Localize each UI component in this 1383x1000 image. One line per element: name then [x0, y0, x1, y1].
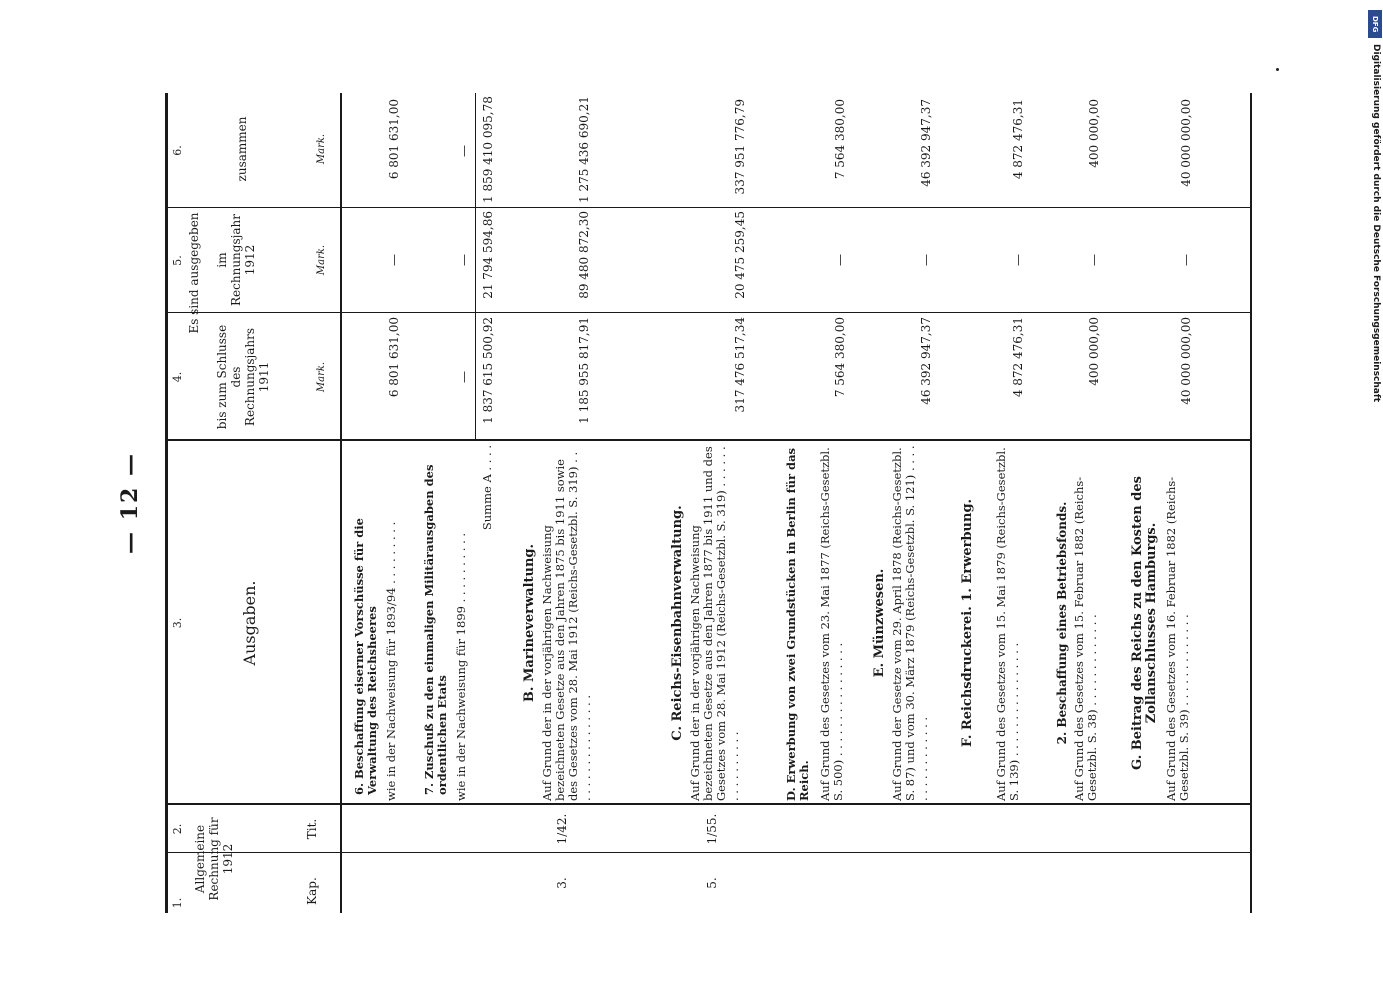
- rule-after-col3: [165, 439, 1252, 441]
- row-4-kap: 5.: [705, 877, 719, 889]
- header-ausgaben: Ausgaben.: [240, 580, 259, 666]
- row-0-col6: 6 801 631,00: [387, 99, 401, 180]
- header-mark-col4: Mark.: [316, 361, 327, 393]
- row-0-col5: —: [387, 254, 401, 266]
- row-3-col6: 1 275 436 690,21: [577, 96, 591, 203]
- colnum-1: 1.: [171, 897, 184, 909]
- row-3-col5: 89 480 872,30: [577, 211, 591, 299]
- row-4-col6: 337 951 776,79: [733, 99, 747, 195]
- digitization-watermark: Digitalisierung gefördert durch die Deutsche Forschungsgemeinschaft: [1371, 44, 1381, 403]
- row-3-tit: 1/42.: [555, 813, 569, 845]
- row-7-col4: 4 872 476,31: [1011, 317, 1025, 398]
- rule-after-col5: [165, 207, 1252, 208]
- row-4-text: Auf Grund der in der vorjährigen Nachweisung bezeichneten Gesetze aus den Jahren 1877 bis 1911 und des Gesetzes vom 28. Mai 1912 (Reichs-Gesetzbl. S. 319) . . . . . . . . . . . . . . . .: [688, 446, 741, 801]
- colnum-6: 6.: [171, 145, 184, 156]
- row-5-col6: 7 564 380,00: [833, 99, 847, 180]
- row-3-title: B. Marineverwaltung.: [522, 543, 537, 703]
- header-col5: im Rechnungsjahr 1912: [215, 214, 257, 306]
- row-3-text: Auf Grund der in der vorjährigen Nachweisung bezeichneten Gesetze aus den Jahren 1875 bis 1911 sowie des Gesetzes vom 28. Mai 1912 (Reichs-Gesetzbl. S. 319) . . . . . . . . . . . . . . . . .: [540, 451, 593, 801]
- row-9-col6: 40 000 000,00: [1179, 99, 1193, 187]
- colnum-3: 3.: [171, 617, 184, 629]
- row-6-title: E. Münzwesen.: [872, 568, 887, 678]
- row-1-col4: —: [457, 371, 471, 383]
- row-9-title: G. Beitrag des Reichs zu den Kosten des Zollanschlusses Hamburgs.: [1130, 476, 1159, 770]
- row-2-col5: 21 794 594,86: [481, 211, 495, 299]
- row-8-col6: 400 000,00: [1087, 99, 1101, 168]
- row-6-col4: 46 392 947,37: [919, 317, 933, 405]
- row-9-col5: —: [1179, 254, 1193, 266]
- row-4-title: C. Reichs-Eisenbahnverwaltung.: [670, 505, 685, 741]
- row-1-col5: —: [457, 254, 471, 266]
- stray-mark: [1276, 68, 1279, 71]
- row-6-col5: —: [919, 254, 933, 266]
- row-1-title: 7. Zuschuß zu den einmaligen Militärausgaben des ordentlichen Etats: [422, 464, 449, 795]
- row-9-text: Auf Grund des Gesetzes vom 16. Februar 1882 (Reichs-Gesetzbl. S. 39) . . . . . . . . . . . . .: [1164, 476, 1191, 801]
- bottom-border: [1250, 93, 1252, 913]
- row-8-col5: —: [1087, 254, 1101, 266]
- row-8-text: Auf Grund des Gesetzes vom 15. Februar 1882 (Reichs-Gesetzbl. S. 38) . . . . . . . . . . . . .: [1072, 476, 1099, 801]
- header-kap: Kap.: [305, 877, 319, 905]
- header-es-sind-ausgegeben: Es sind ausgegeben: [187, 212, 201, 334]
- row-5-col5: —: [833, 254, 847, 266]
- header-col4: bis zum Schlusse des Rechnungsjahrs 1911: [215, 324, 271, 430]
- row-8-col4: 400 000,00: [1087, 317, 1101, 386]
- page-number: — 12 —: [117, 452, 143, 554]
- row-4-col4: 317 476 517,34: [733, 317, 747, 413]
- row-1-text: wie in der Nachweisung für 1899 . . . . . . . . . .: [454, 532, 468, 801]
- row-7-text: Auf Grund des Gesetzes vom 15. Mai 1879 (Reichs-Gesetzbl. S. 139) . . . . . . . . . . . . . . . .: [994, 447, 1021, 801]
- rotated-table-page: [117, 93, 1255, 913]
- header-bottom-rule: [340, 93, 342, 913]
- row-3-kap: 3.: [555, 877, 569, 889]
- row-7-col6: 4 872 476,31: [1011, 99, 1025, 180]
- header-mark-col6: Mark.: [316, 133, 327, 165]
- row-2-col6: 1 859 410 095,78: [481, 96, 495, 203]
- colnum-5: 5.: [171, 255, 184, 266]
- row-7-title: F. Reichsdruckerei. 1. Erwerbung.: [960, 498, 975, 748]
- row-6-text: Auf Grund der Gesetze vom 29. April 1878 (Reichs-Gesetzbl. S. 87) und vom 30. März 1879 (Reichs-Gesetzbl. S. 121) . . . . . . . . . . . . . . . .: [890, 445, 930, 801]
- rule-after-col4: [165, 312, 1252, 313]
- row-2-col4: 1 837 615 500,92: [481, 317, 495, 424]
- row-1-col6: —: [457, 145, 471, 157]
- row-9-col4: 40 000 000,00: [1179, 317, 1193, 405]
- colnum-4: 4.: [171, 371, 184, 383]
- row-8-title: 2. Beschaffung eines Betriebsfonds.: [1055, 501, 1069, 745]
- row-6-col6: 46 392 947,37: [919, 99, 933, 187]
- row-7-col5: —: [1011, 254, 1025, 266]
- top-border: [165, 93, 168, 913]
- colnum-2: 2.: [171, 823, 184, 835]
- row-3-col4: 1 185 955 817,91: [577, 317, 591, 424]
- header-tit: Tit.: [305, 818, 319, 840]
- row-2-text: Summe A . . . .: [480, 445, 494, 531]
- row-0-text: wie in der Nachweisung für 1893/94 . . . . . . . . .: [384, 521, 398, 801]
- row-0-title: 6. Beschaffung eiserner Vorschüsse für die Verwaltung des Reichsheeres: [352, 518, 379, 795]
- summe-a-rule: [475, 93, 476, 441]
- row-4-tit: 1/55.: [705, 813, 719, 845]
- row-4-col5: 20 475 259,45: [733, 211, 747, 299]
- row-5-col4: 7 564 380,00: [833, 317, 847, 398]
- header-rechnung: Allgemeine Rechnung für 1912: [193, 817, 235, 901]
- row-0-col4: 6 801 631,00: [387, 317, 401, 398]
- header-mark-col5: Mark.: [316, 244, 327, 276]
- header-col6: zusammen: [235, 116, 249, 182]
- row-5-text: Auf Grund des Gesetzes vom 23. Mai 1877 (Reichs-Gesetzbl. S. 500) . . . . . . . . . . . . . . . .: [818, 447, 845, 801]
- dfg-logo: DFG: [1368, 10, 1382, 38]
- row-5-title: D. Erwerbung von zwei Grundstücken in Berlin für das Reich.: [784, 447, 811, 801]
